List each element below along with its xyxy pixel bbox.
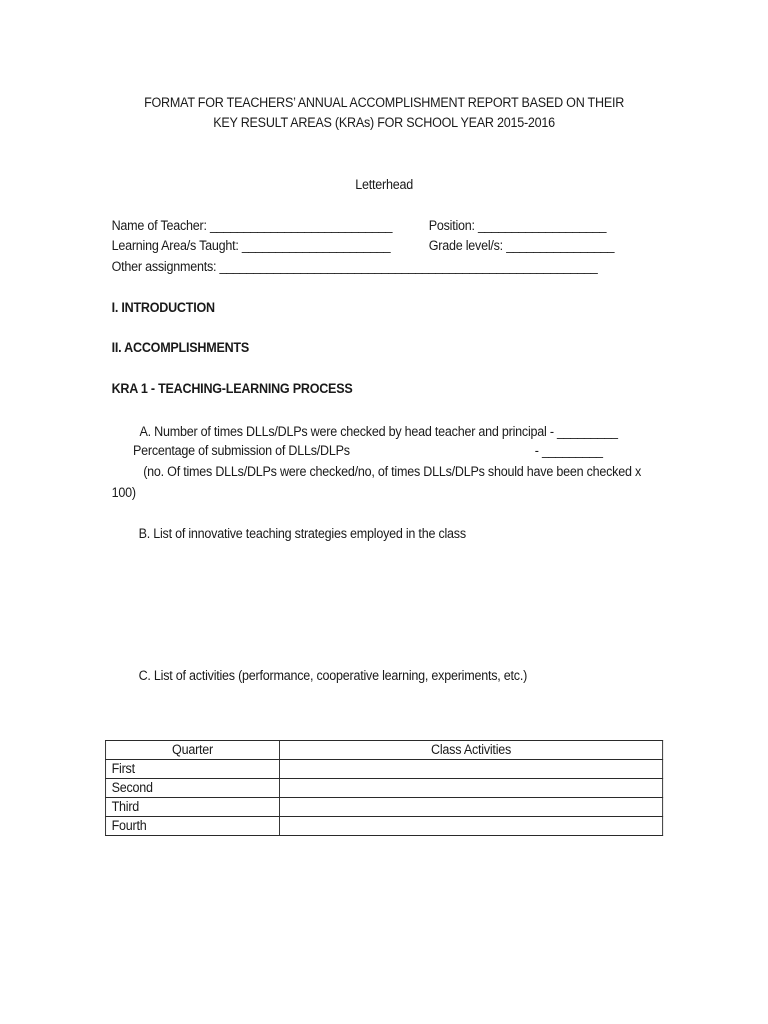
quarter-cell: Third: [106, 798, 280, 817]
section-introduction-heading: I. INTRODUCTION: [111, 300, 215, 315]
class-activities-table: [105, 740, 663, 836]
letterhead-label: Letterhead: [355, 177, 413, 192]
class-activities-cell: [279, 817, 662, 836]
table-row: [106, 817, 663, 836]
quarter-cell: Fourth: [106, 817, 280, 836]
item-a-line-2-label: Percentage of submission of DLLs/DLPs: [132, 443, 350, 458]
section-accomplishments-heading: II. ACCOMPLISHMENTS: [111, 340, 250, 355]
item-a-line-1: A. Number of times DLLs/DLPs were checked by head teacher and principal - _________: [139, 424, 618, 439]
class-activities-cell: [279, 798, 662, 817]
item-a-line-3: (no. Of times DLLs/DLPs were checked/no, of times DLLs/DLPs should have been checked x: [143, 464, 642, 479]
table-row: [106, 779, 663, 798]
item-b: B. List of innovative teaching strategies employed in the class: [138, 526, 466, 541]
name-of-teacher-field: Name of Teacher: ___________________________: [111, 218, 393, 233]
quarter-column-header: Quarter: [106, 741, 280, 760]
document-title-line-1: FORMAT FOR TEACHERS’ ANNUAL ACCOMPLISHMENT REPORT BASED ON THEIR: [144, 95, 625, 110]
item-a-line-2-blank: - _________: [534, 443, 603, 458]
quarter-cell: First: [106, 760, 280, 779]
kra1-heading: KRA 1 - TEACHING-LEARNING PROCESS: [111, 381, 353, 396]
table-row: [106, 798, 663, 817]
table-header-row: [106, 741, 663, 760]
class-activities-column-header: Class Activities: [279, 741, 662, 760]
document-title-line-2: KEY RESULT AREAS (KRAs) FOR SCHOOL YEAR 2015-2016: [213, 115, 555, 130]
class-activities-cell: [279, 779, 662, 798]
item-c: C. List of activities (performance, cooperative learning, experiments, etc.): [138, 668, 528, 683]
position-field: Position: ___________________: [428, 218, 607, 233]
quarter-cell: Second: [106, 779, 280, 798]
table-row: [106, 760, 663, 779]
other-assignments-field: Other assignments: ________________________________________________________: [111, 259, 598, 274]
class-activities-cell: [279, 760, 662, 779]
item-a-line-4: 100): [111, 485, 136, 500]
learning-area-field: Learning Area/s Taught: ______________________: [111, 238, 391, 253]
grade-level-field: Grade level/s: ________________: [428, 238, 615, 253]
